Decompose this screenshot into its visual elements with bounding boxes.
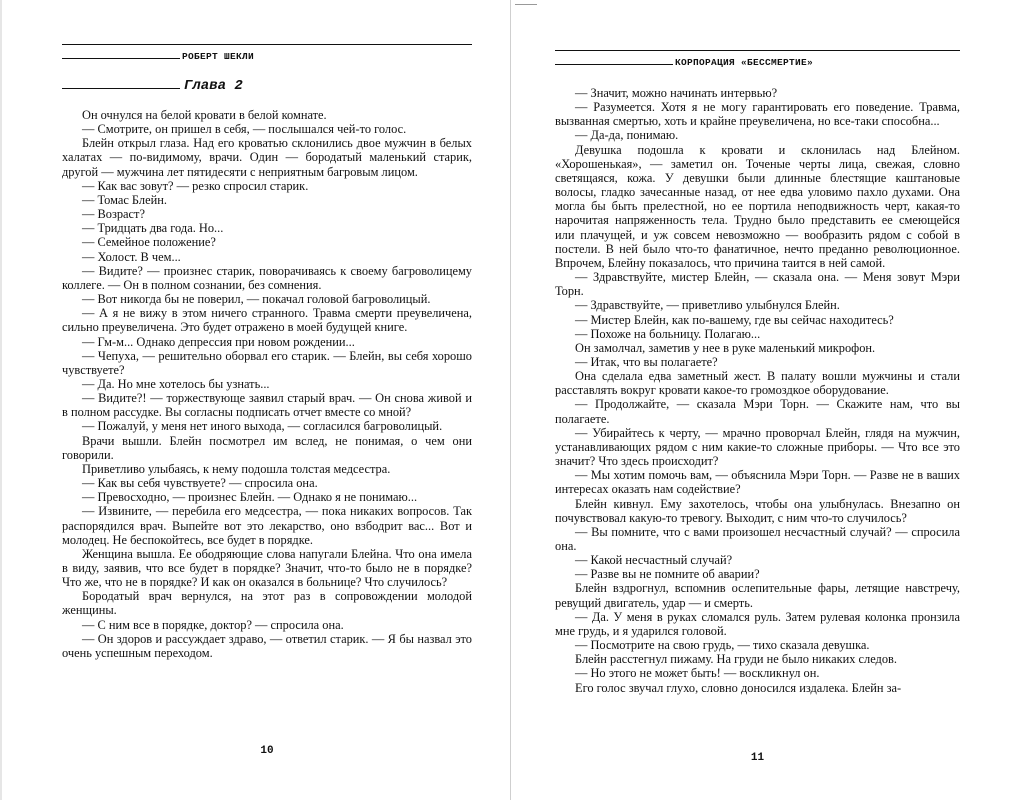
right-running-head-text: КОРПОРАЦИЯ «БЕССМЕРТИЕ» — [675, 57, 814, 68]
paragraph: — Вы помните, что с вами произошел несчастный случай? — спросила она. — [555, 524, 960, 553]
paragraph: — С ним все в порядке, доктор? — спросила она. — [82, 617, 344, 632]
paragraph: — Посмотрите на свою грудь, — тихо сказала девушка. — [575, 638, 870, 653]
paragraph: — Гм-м... Однако депрессия при новом рождении... — [82, 334, 355, 349]
paragraph: — Здравствуйте, мистер Блейн, — сказала она. — Меня зовут Мэри Торн. — [555, 270, 960, 299]
paragraph: Блейн вздрогнул, вспомнив ослепительные фары, летящие навстречу, ревущий двигатель, удар — и смерть. — [555, 581, 960, 610]
fold-mark — [515, 4, 537, 5]
paragraph: — Продолжайте, — сказала Мэри Торн. — Скажите нам, что вы полагаете. — [555, 397, 960, 426]
paragraph: — Как вы себя чувствуете? — спросила она. — [82, 476, 318, 491]
right-page — [555, 0, 960, 800]
left-running-head — [62, 44, 472, 62]
paragraph: — Извините, — перебила его медсестра, — пока никаких вопросов. Так распорядился врач. Выпейте вот это лекарство, оно взбодрит вас... Вот и молодец. Не беспокойтесь, все будет в порядке. — [62, 504, 472, 547]
paragraph: — Пожалуй, у меня нет иного выхода, — согласился багроволицый. — [82, 419, 443, 434]
paragraph: — Вот никогда бы не поверил, — покачал головой багроволицый. — [82, 292, 431, 307]
paragraph: Блейн открыл глаза. Над его кроватью склонились двое мужчин в белых халатах — по-видимому, врачи. Один — бородатый маленький старик, другой — мужчина лет пятидесяти с неприятным багровым лицом. — [62, 136, 472, 179]
paragraph: — Какой несчастный случай? — [575, 553, 733, 568]
paragraph: — Значит, можно начинать интервью? — [575, 86, 778, 100]
paragraph: Бородатый врач вернулся, на этот раз в сопровождении молодой женщины. — [62, 589, 472, 618]
paragraph: — Томас Блейн. — [82, 192, 167, 207]
paragraph: — Мы хотим помочь вам, — объяснила Мэри Торн. — Разве не в ваших интересах оказать нам содействие? — [555, 468, 960, 497]
left-running-head-text: РОБЕРТ ШЕКЛИ — [182, 51, 255, 62]
paragraph: — Видите?! — торжествующе заявил старый врач. — Он снова живой и в полном рассудке. Вы согласны подписать отчет вместе со мной? — [62, 391, 472, 420]
paragraph: — Тридцать два года. Но... — [82, 221, 224, 236]
left-page-number: 10 — [260, 745, 274, 757]
paragraph: Он замолчал, заметив у нее в руке маленький микрофон. — [575, 340, 876, 355]
left-page — [62, 0, 472, 800]
paragraph: Он очнулся на белой кровати в белой комнате. — [82, 108, 327, 122]
page-edge — [0, 0, 2, 800]
paragraph: Его голос звучал глухо, словно доносился издалека. Блейн за- — [575, 680, 902, 695]
right-body-text — [555, 86, 960, 695]
paragraph: — Семейное положение? — [82, 235, 216, 250]
paragraph: — Да-да, понимаю. — [575, 128, 679, 143]
paragraph: — Возраст? — [82, 207, 145, 222]
paragraph: — Видите? — произнес старик, поворачиваясь к своему багроволицему коллеге. — Он в полном сознании, без сомнения. — [62, 263, 472, 292]
paragraph: — Похоже на больницу. Полагаю... — [575, 326, 761, 341]
paragraph: Женщина вышла. Ее ободряющие слова напугали Блейна. Что она имела в виду, заявив, что все будет в порядке? Значит, что-то было не в порядке? Что же, что не в порядке? И как он оказался в больнице? Что случилось? — [62, 546, 472, 590]
chapter-heading — [62, 78, 472, 94]
paragraph: — Убирайтесь к черту, — мрачно проворчал Блейн, глядя на мужчин, устанавливающих рядом с ним какие-то сложные приборы. — Что все это значит? Что здесь происходит? — [555, 425, 960, 469]
book-fold — [510, 0, 511, 800]
right-running-head — [555, 50, 960, 68]
left-body-text — [62, 108, 472, 660]
paragraph: Приветливо улыбаясь, к нему подошла толстая медсестра. — [82, 461, 391, 476]
paragraph: — Разумеется. Хотя я не могу гарантировать его поведение. Травма, вызванная смертью, хоть и крайне преувеличена, но все-таки способна... — [555, 100, 960, 129]
paragraph: — Здравствуйте, — приветливо улыбнулся Блейн. — [575, 298, 840, 313]
paragraph: Блейн расстегнул пижаму. На груди не было никаких следов. — [575, 652, 898, 667]
paragraph: — Превосходно, — произнес Блейн. — Однако я не понимаю... — [82, 490, 418, 505]
paragraph: — Чепуха, — решительно оборвал его старик. — Блейн, вы себя хорошо чувствуете? — [62, 348, 472, 377]
paragraph: — Да. У меня в руках сломался руль. Затем рулевая колонка пронзила мне грудь, и я ударился головой. — [555, 609, 960, 638]
paragraph: — Разве вы не помните об аварии? — [575, 567, 760, 582]
paragraph: — Холост. В чем... — [82, 249, 181, 264]
paragraph: — Смотрите, он пришел в себя, — послышался чей-то голос. — [82, 122, 407, 137]
paragraph: — А я не вижу в этом ничего странного. Травма смерти преувеличена, сильно преувеличена. Это будет отражено в моей будущей книге. — [62, 306, 472, 335]
paragraph: — Как вас зовут? — резко спросил старик. — [82, 178, 309, 193]
paragraph: — Итак, что вы полагаете? — [575, 354, 718, 369]
paragraph: — Но этого не может быть! — воскликнул он. — [575, 666, 820, 681]
paragraph: — Мистер Блейн, как по-вашему, где вы сейчас находитесь? — [575, 312, 894, 327]
paragraph: Она сделала едва заметный жест. В палату вошли мужчины и стали расставлять вокруг кровати какое-то громоздкое оборудование. — [555, 369, 960, 398]
paragraph: Врачи вышли. Блейн посмотрел им вслед, не понимая, о чем они говорили. — [62, 433, 472, 462]
paragraph: Блейн кивнул. Ему захотелось, чтобы она улыбнулась. Внезапно он почувствовал какую-то тревогу. Выходит, с ним что-то случилось? — [555, 496, 960, 525]
chapter-rule — [62, 88, 180, 89]
running-head-rule — [555, 64, 673, 65]
paragraph: — Да. Но мне хотелось бы узнать... — [82, 376, 270, 391]
paragraph: Девушка подошла к кровати и склонилась над Блейном. «Хорошенькая», — заметил он. Точеные черты лица, свежая, словно светящаяся, кожа. У девушки были длинные блестящие каштановые волосы, гладко зачесанные назад, от нее едва уловимо пахло духами. Она могла бы быть прелестной, но ее портила неподвижность черт, какая-то нарочитая напряженность тела. Трудно было представить ее смеющейся или плачущей, и уж совсем невозможно — вообразить рядом с собой в постели. В ней было что-то фанатичное, нечто преданно революционное. Впрочем, Блейну показалось, что причина таится в ней самой. — [555, 142, 960, 270]
running-head-rule — [62, 58, 180, 59]
chapter-title: Глава 2 — [184, 78, 243, 94]
paragraph: — Он здоров и рассуждает здраво, — ответил старик. — Я бы назвал это очень успешным переходом. — [62, 631, 472, 660]
right-page-number: 11 — [750, 752, 765, 764]
